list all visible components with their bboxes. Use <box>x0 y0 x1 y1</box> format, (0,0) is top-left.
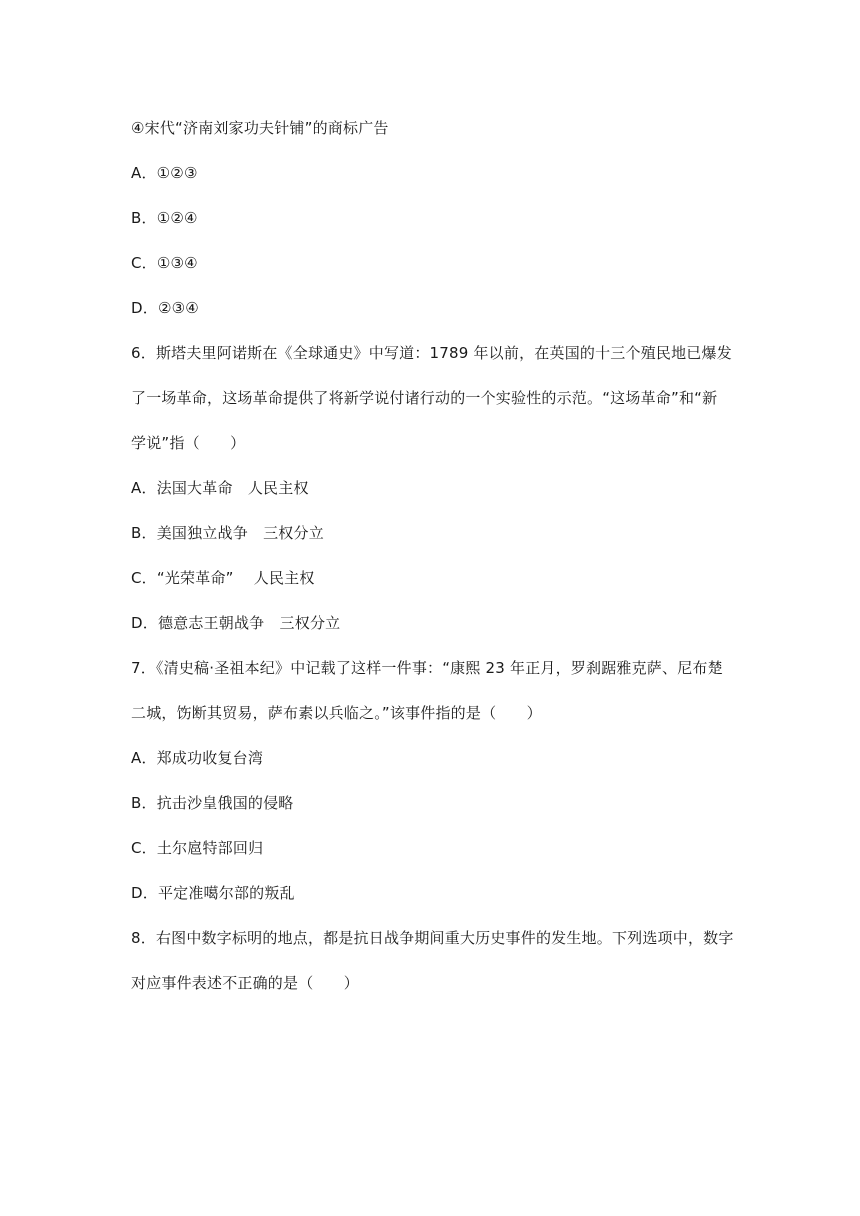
q6-option-d: D．德意志王朝战争 三权分立 <box>131 614 341 632</box>
q7-option-a: A．郑成功收复台湾 <box>131 749 264 767</box>
q7-stem-line-2: 二城，饬断其贸易，萨布素以兵临之。”该事件指的是（ ） <box>131 704 542 722</box>
q5-option-b: B．①②④ <box>131 209 198 227</box>
q8-stem-line-2: 对应事件表述不正确的是（ ） <box>131 974 360 992</box>
q7-option-c: C．土尔扈特部回归 <box>131 839 264 857</box>
q6-stem-line-1: 6．斯塔夫里阿诺斯在《全球通史》中写道：1789 年以前，在英国的十三个殖民地已爆发 <box>131 344 732 362</box>
q5-option-d: D．②③④ <box>131 299 199 317</box>
statement-4: ④宋代“济南刘家功夫针铺”的商标广告 <box>131 119 389 137</box>
q6-stem-line-3: 学说”指（ ） <box>131 434 246 452</box>
q7-option-d: D．平定准噶尔部的叛乱 <box>131 884 295 902</box>
q7-stem-line-1: 7．《清史稿·圣祖本纪》中记载了这样一件事：“康熙 23 年正月，罗刹踞雅克萨、尼布楚 <box>131 659 723 677</box>
q6-option-c: C．“光荣革命” 人民主权 <box>131 569 315 587</box>
q5-option-a: A．①②③ <box>131 164 198 182</box>
q7-option-b: B．抗击沙皇俄国的侵略 <box>131 794 294 812</box>
q8-stem-line-1: 8．右图中数字标明的地点，都是抗日战争期间重大历史事件的发生地。下列选项中，数字 <box>131 929 734 947</box>
q5-option-c: C．①③④ <box>131 254 198 272</box>
q6-option-a: A．法国大革命 人民主权 <box>131 479 309 497</box>
q6-option-b: B．美国独立战争 三权分立 <box>131 524 324 542</box>
q6-stem-line-2: 了一场革命，这场革命提供了将新学说付诸行动的一个实验性的示范。“这场革命”和“新 <box>131 389 718 407</box>
